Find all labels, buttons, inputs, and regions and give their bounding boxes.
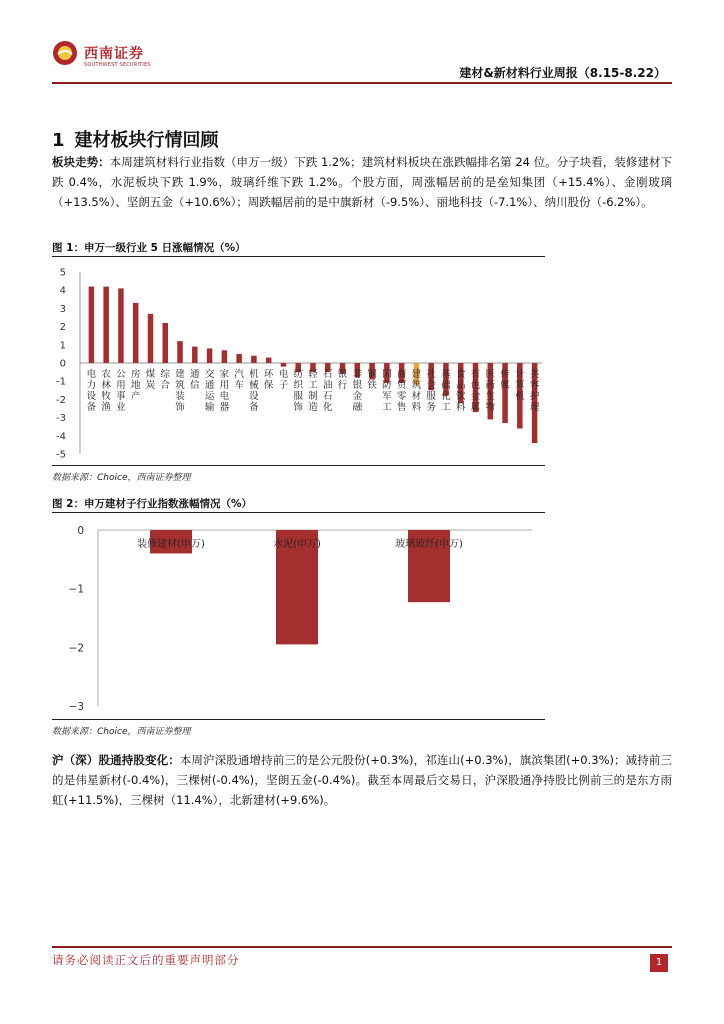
category-label: 信 <box>190 380 200 391</box>
page-header <box>0 0 724 90</box>
category-label: 容 <box>529 380 540 391</box>
figure1-top-rule <box>52 256 545 257</box>
category-label: 汽 <box>234 369 244 380</box>
category-label: 会 <box>426 380 436 391</box>
category-label: 电 <box>219 391 230 402</box>
paragraph-text: 本周建筑材料行业指数（申万一级）下跌 1.2%；建筑材料板块在涨跌幅排名第 24 位。分子块看，装修建材下跌 0.4%，水泥板块下跌 1.9%，玻璃纤维下跌 1.2%。个股方面，周涨幅居前的是垒知集团（+15.4%）、金刚玻璃（+13.5%）、坚朗五金（+10.6%）；周跌幅居前的是中旗新材（-9.5%）、丽地科技（-7.1%）、纳川股份（-6.2%）。 <box>52 155 673 209</box>
category-label: 物 <box>485 402 496 413</box>
category-label: 服 <box>426 391 436 402</box>
category-label: 备 <box>249 402 259 413</box>
category-label: 售 <box>396 402 407 413</box>
category-label: 算 <box>515 380 525 391</box>
category-label: 煤 <box>145 369 156 380</box>
y-tick-label: -1 <box>56 376 66 388</box>
category-label: 贸 <box>396 380 407 391</box>
category-label: 有 <box>470 369 481 380</box>
y-tick-label: 0 <box>77 525 84 537</box>
category-label: 玻璃玻纤(申万) <box>395 539 463 550</box>
category-label: 车 <box>234 380 244 391</box>
category-label: 保 <box>263 380 274 391</box>
section-number: 1 <box>52 130 65 151</box>
y-tick-label: 5 <box>59 267 66 279</box>
bar-机械设备 <box>251 356 257 363</box>
category-label: 医 <box>485 369 496 380</box>
category-label: 工 <box>382 402 392 413</box>
y-tick-label: 4 <box>59 285 66 297</box>
category-label: 零 <box>396 391 407 402</box>
category-label: 交 <box>204 369 215 380</box>
y-tick-label: -4 <box>56 431 66 443</box>
figure2-source: 数据来源：Choice，西南证券整理 <box>52 727 191 737</box>
paragraph-sector-trend <box>52 152 672 212</box>
section-title: 建材板块行情回顾 <box>74 130 219 151</box>
y-tick-label: -5 <box>56 449 66 461</box>
category-label: 础 <box>441 380 451 391</box>
category-label: 铁 <box>367 380 377 391</box>
category-label: 器 <box>219 402 230 413</box>
category-label: 金 <box>352 391 363 402</box>
paragraph-lead: 沪（深）股通持股变化： <box>52 753 180 767</box>
category-label: 农 <box>101 369 111 380</box>
category-label: 筑 <box>175 380 185 391</box>
category-label: 品 <box>455 380 466 391</box>
category-label: 药 <box>485 380 496 391</box>
category-label: 钢 <box>367 369 377 380</box>
category-label: 料 <box>411 402 422 413</box>
category-label: 饰 <box>175 402 185 413</box>
category-label: 材 <box>411 391 422 402</box>
figure1-source: 数据来源：Choice，西南证券整理 <box>52 473 191 483</box>
category-label: 金 <box>470 391 481 402</box>
category-label: 用 <box>116 380 126 391</box>
category-label: 电 <box>278 369 289 380</box>
industry-return-chart <box>52 258 545 464</box>
category-label: 产 <box>130 391 141 402</box>
category-label: 制 <box>308 391 318 402</box>
category-label: 装 <box>175 391 185 402</box>
category-label: 渔 <box>101 402 111 413</box>
category-label: 装修建材(申万) <box>137 539 205 550</box>
bar-通信 <box>192 347 198 363</box>
category-label: 合 <box>160 380 171 391</box>
category-label: 用 <box>219 380 230 391</box>
category-label: 色 <box>470 380 481 391</box>
category-label: 设 <box>86 391 97 402</box>
category-label: 运 <box>204 391 215 402</box>
y-tick-label: 2 <box>59 322 66 334</box>
category-label: 水泥(申万) <box>273 539 321 550</box>
figure2-top-rule <box>52 512 545 513</box>
figure1-bottom-rule <box>52 465 545 466</box>
page-number: 1 <box>650 954 668 972</box>
report-title: 建材&新材料行业周报（8.15-8.22） <box>459 66 666 80</box>
category-label: 纺 <box>293 369 303 380</box>
category-label: 轻 <box>308 369 318 380</box>
bar-交通运输 <box>207 348 213 363</box>
bar-电子 <box>281 363 287 367</box>
subindustry-return-chart <box>52 514 545 718</box>
category-label: 设 <box>249 391 259 402</box>
category-label: 石 <box>323 369 333 380</box>
category-label: 军 <box>382 391 392 402</box>
category-label: 料 <box>455 402 466 413</box>
category-label: 通 <box>190 369 200 380</box>
category-label: 生 <box>485 391 496 402</box>
category-label: 国 <box>382 369 392 380</box>
bar-汽车 <box>236 354 242 363</box>
category-label: 事 <box>116 391 126 402</box>
category-label: 食 <box>455 369 466 380</box>
category-label: 美 <box>529 369 540 380</box>
header-divider <box>52 82 672 84</box>
category-label: 械 <box>249 380 259 391</box>
category-label: 银 <box>352 380 363 391</box>
category-label: 传 <box>500 369 510 380</box>
bar-家用电器 <box>222 350 228 363</box>
footer-disclaimer: 请务必阅读正文后的重要声明部分 <box>52 953 240 967</box>
category-label: 房 <box>130 369 141 380</box>
y-tick-label: 0 <box>59 358 66 370</box>
figure1-caption: 图 1：申万一级行业 5 日涨幅情况（%） <box>52 242 246 254</box>
logo-icon <box>52 40 78 66</box>
category-label: 电 <box>86 369 97 380</box>
category-label: 石 <box>323 391 333 402</box>
y-tick-label: −3 <box>68 701 84 713</box>
section-heading <box>52 126 219 152</box>
category-label: 饰 <box>293 402 303 413</box>
bar-综合 <box>163 323 169 363</box>
category-label: 造 <box>308 402 318 413</box>
category-label: 织 <box>293 380 303 391</box>
category-label: 机 <box>249 369 259 380</box>
category-label: 防 <box>382 380 392 391</box>
paragraph-text: 本周沪深股通增持前三的是公元股份(+0.3%)，祁连山(+0.3%)，旗滨集团(+0.3%)；减持前三的是伟星新材(-0.4%)，三棵树(-0.4%)，坚朗五金(-0.4%)。截至本周最后交易日，沪深股通净持股比例前三的是东方雨虹(+11.5%)，三棵树（11.4%），北新建材(+9.6%)。 <box>52 753 672 807</box>
logo-english-name: SOUTHWEST SECURITIES <box>84 62 151 68</box>
category-label: 通 <box>204 380 215 391</box>
category-label: 备 <box>86 402 97 413</box>
paragraph-connect-holdings <box>52 750 672 810</box>
category-label: 力 <box>86 380 97 391</box>
category-label: 工 <box>441 402 451 413</box>
category-label: 护 <box>529 391 540 402</box>
category-label: 化 <box>441 391 451 402</box>
category-label: 家 <box>219 369 230 380</box>
category-label: 建 <box>175 369 185 380</box>
category-label: 机 <box>515 391 525 402</box>
category-label: 牧 <box>101 391 111 402</box>
category-label: 油 <box>323 380 333 391</box>
category-label: 饮 <box>455 391 466 402</box>
category-label: 林 <box>101 380 111 391</box>
category-label: 理 <box>529 402 540 413</box>
category-label: 公 <box>116 369 126 380</box>
paragraph-lead: 板块走势： <box>52 155 110 169</box>
company-logo <box>52 40 172 80</box>
y-tick-label: -3 <box>56 413 66 425</box>
category-label: 环 <box>263 369 274 380</box>
figure2-bottom-rule <box>52 719 545 720</box>
category-label: 化 <box>323 402 333 413</box>
category-label: 务 <box>426 402 436 413</box>
bar-建筑装饰 <box>177 341 183 363</box>
y-tick-label: -2 <box>56 394 66 406</box>
y-tick-label: 1 <box>59 340 66 352</box>
category-label: 输 <box>204 402 215 413</box>
bar-环保 <box>266 358 272 363</box>
category-label: 属 <box>470 402 481 413</box>
y-tick-label: −2 <box>68 642 84 655</box>
category-label: 计 <box>515 369 525 380</box>
category-label: 筑 <box>411 380 422 391</box>
figure2-caption: 图 2：申万建材子行业指数涨幅情况（%） <box>52 498 252 510</box>
bar-公用事业 <box>118 288 124 363</box>
bar-电力设备 <box>89 287 95 363</box>
category-label: 商 <box>396 369 407 380</box>
category-label: 炭 <box>145 380 156 391</box>
category-label: 非 <box>352 369 363 380</box>
category-label: 行 <box>337 380 348 391</box>
category-label: 地 <box>130 380 141 391</box>
category-label: 社 <box>426 369 436 380</box>
category-label: 银 <box>337 369 348 380</box>
category-label: 子 <box>278 380 289 391</box>
category-label: 融 <box>352 402 363 413</box>
y-tick-label: 3 <box>59 303 66 315</box>
logo-chinese-name: 西南证券 <box>84 46 144 62</box>
category-label: 媒 <box>500 380 510 391</box>
bar-煤炭 <box>148 314 154 363</box>
footer-divider <box>52 946 672 948</box>
category-label: 业 <box>116 402 126 413</box>
bar-房地产 <box>133 303 139 363</box>
category-label: 综 <box>160 369 171 380</box>
category-label: 基 <box>441 369 451 380</box>
bar-农林牧渔 <box>103 287 109 363</box>
y-tick-label: −1 <box>68 583 84 596</box>
category-label: 工 <box>308 380 318 391</box>
category-label: 服 <box>293 391 303 402</box>
category-label: 建 <box>411 369 422 380</box>
